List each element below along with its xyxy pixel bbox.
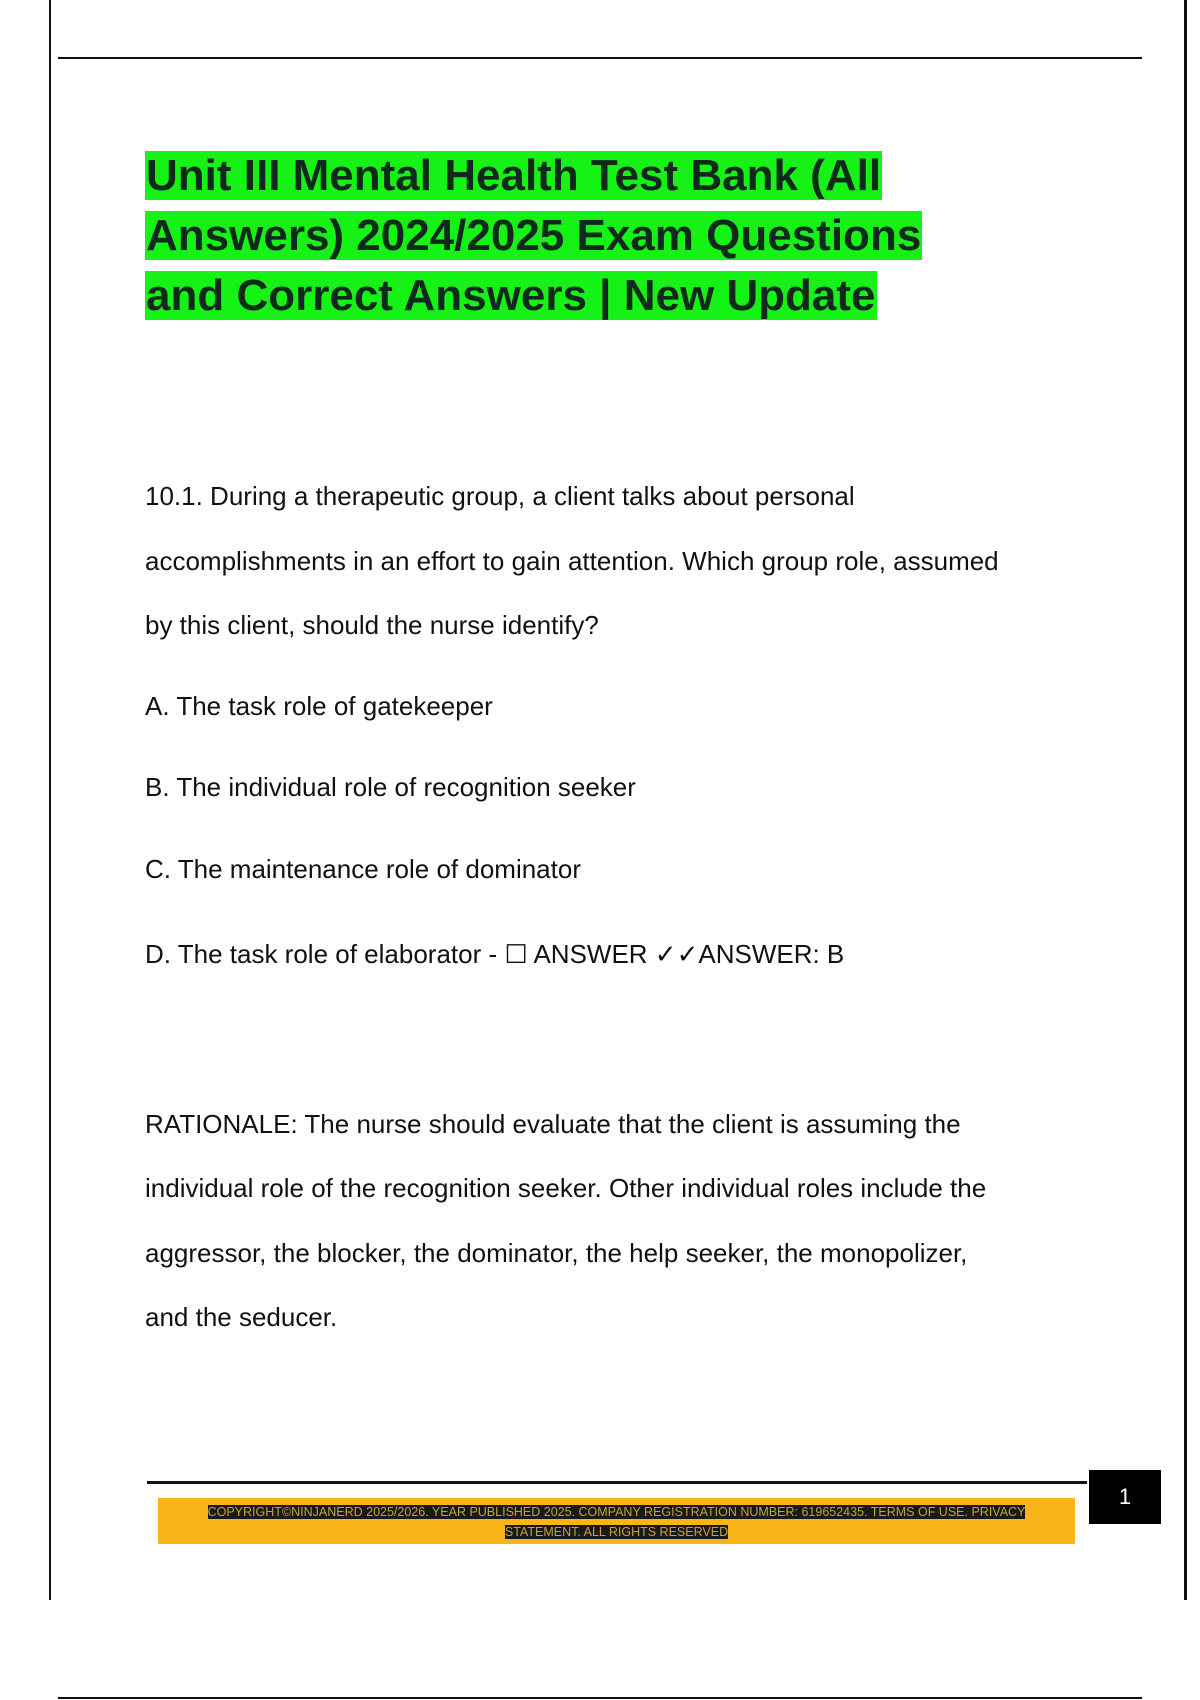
copyright-line-2: STATEMENT. ALL RIGHTS RESERVED <box>504 1525 729 1539</box>
option-d-with-answer: D. The task role of elaborator - ☐ ANSWER ✓✓ANSWER: B <box>145 939 845 969</box>
document-title <box>145 146 1045 326</box>
footer-rule <box>147 1481 1087 1484</box>
copyright-line-1: COPYRIGHT©NINJANERD 2025/2026. YEAR PUBLISHED 2025. COMPANY REGISTRATION NUMBER: 619652435. TERMS OF USE. PRIVACY <box>207 1505 1026 1519</box>
rationale-line-2: individual role of the recognition seeker. Other individual roles include the <box>145 1173 987 1203</box>
option-a: A. The task role of gatekeeper <box>145 691 493 721</box>
header-rule <box>58 57 1142 59</box>
title-line-2: Answers) 2024/2025 Exam Questions <box>146 211 922 260</box>
page-border-right <box>1184 0 1187 1600</box>
page-number: 1 <box>1089 1470 1161 1524</box>
rationale-line-4: and the seducer. <box>145 1302 338 1332</box>
question-line-2: accomplishments in an effort to gain attention. Which group role, assumed <box>145 546 999 576</box>
rationale-line-1: RATIONALE: The nurse should evaluate that the client is assuming the <box>145 1109 961 1139</box>
copyright-notice <box>170 1502 1063 1542</box>
title-line-3: and Correct Answers | New Update <box>146 271 876 320</box>
option-b: B. The individual role of recognition seeker <box>145 772 636 802</box>
rationale-line-3: aggressor, the blocker, the dominator, the help seeker, the monopolizer, <box>145 1238 968 1268</box>
question-line-3: by this client, should the nurse identify? <box>145 610 599 640</box>
option-c: C. The maintenance role of dominator <box>145 854 581 884</box>
page-border-left <box>49 0 51 1600</box>
next-page-rule <box>58 1697 1142 1699</box>
title-line-1: Unit III Mental Health Test Bank (All <box>146 151 882 200</box>
question-line-1: 10.1. During a therapeutic group, a client talks about personal <box>145 481 855 511</box>
